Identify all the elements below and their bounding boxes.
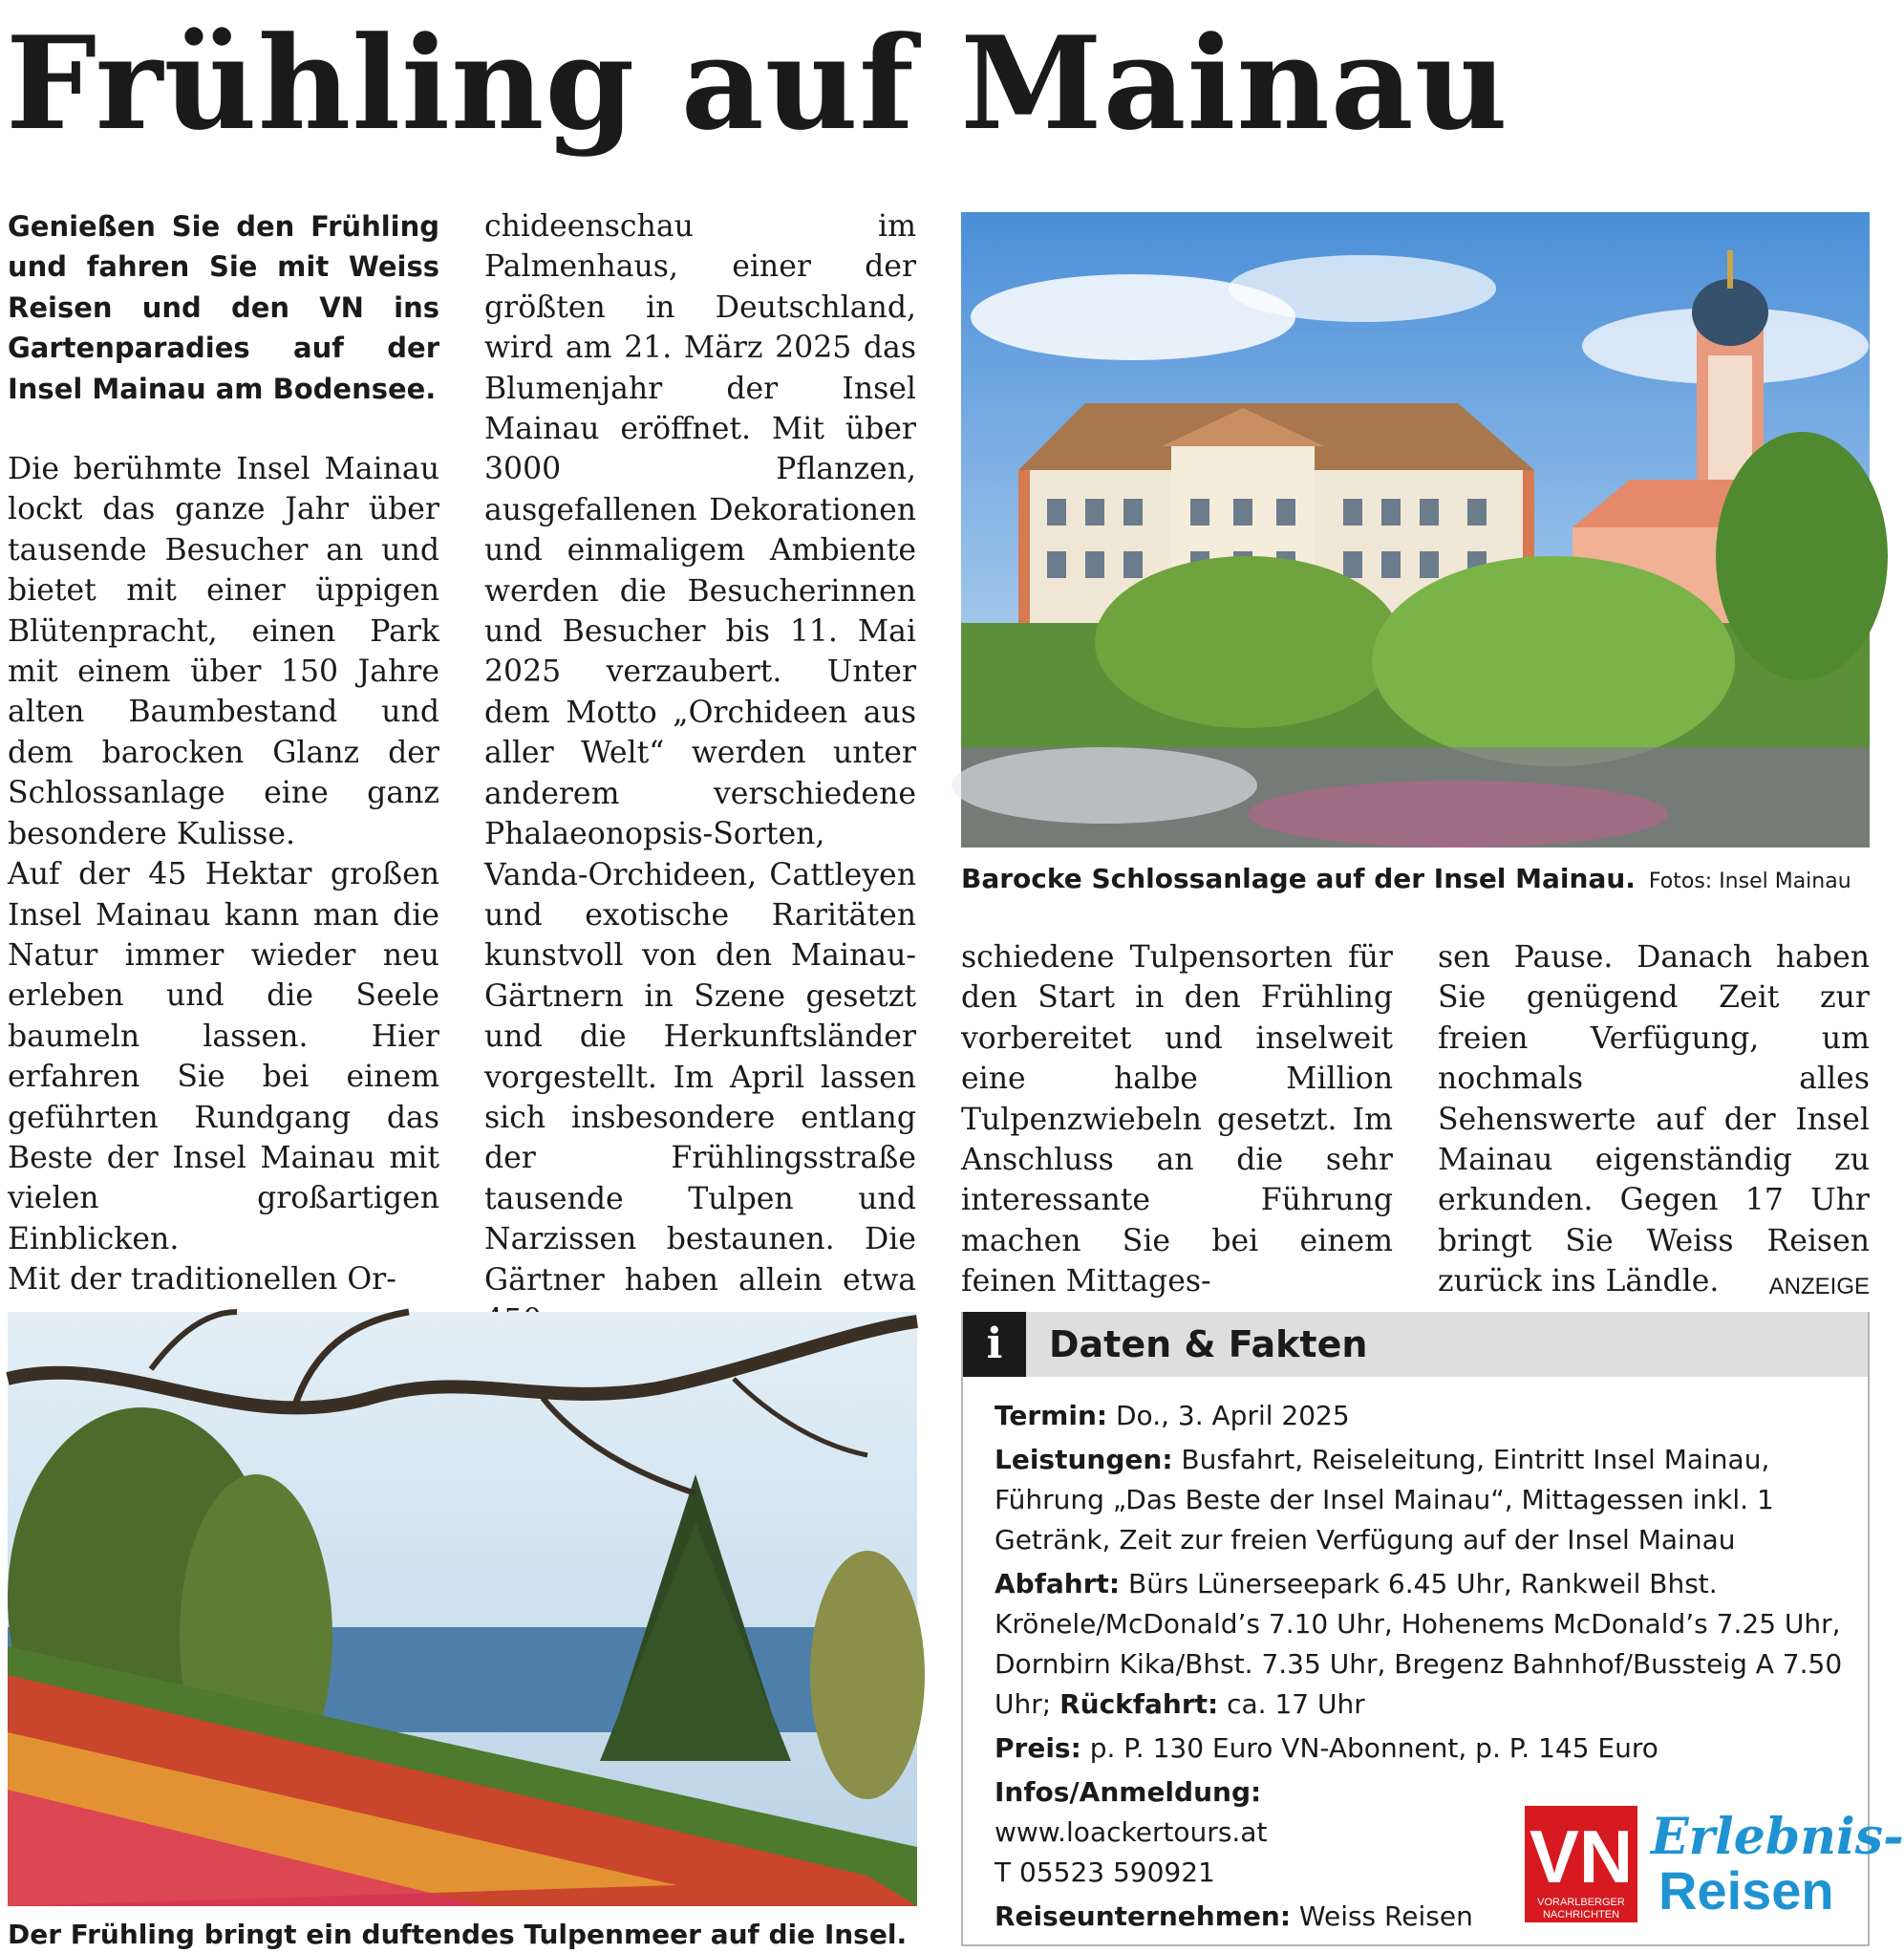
tulips-photo — [8, 1312, 917, 1906]
info-icon: i — [963, 1312, 1026, 1377]
logo-erlebnis-text: Erlebnis- — [1651, 1808, 1904, 1866]
article-paragraph: Die berühmte Insel Mainau lockt das ganze Jahr über tausende Besucher an und bietet mit einer üppigen Blütenpracht, einen Park mit einem über 150 Jahre alten Baumbestand und dem barocken Glanz der Schlossanlage eine ganz besondere Kulisse. — [8, 452, 439, 851]
leistungen-value: Busfahrt, Reiseleitung, Eintritt Insel Mainau, Führung „Das Beste der Insel Mainau“, Mittagessen inkl. 1 Getränk, Zeit zur freien Verfügung auf der Insel Mainau — [995, 1444, 1774, 1556]
phone-number: T 05523 590921 — [995, 1856, 1215, 1888]
castle-illustration — [961, 212, 1870, 848]
facts-row-termin — [995, 1396, 1854, 1436]
vn-subtitle-1: VORARLBERGER — [1537, 1897, 1625, 1908]
article-lead: Genießen Sie den Frühling und fahren Sie mit Weiss Reisen und den VN ins Gartenparadies auf der Insel Mainau am Bodensee. — [8, 210, 439, 405]
unternehmen-label: Reiseunternehmen: — [995, 1900, 1292, 1932]
preis-label: Preis: — [995, 1732, 1081, 1764]
termin-label: Termin: — [995, 1400, 1108, 1431]
tulips-caption: Der Frühling bringt ein duftendes Tulpenmeer auf die Insel. — [8, 1919, 908, 1950]
article-paragraph: Mit der traditionellen Or- — [8, 1262, 396, 1298]
logo-reisen-text: Reisen — [1658, 1860, 1834, 1921]
headline: Frühling auf Mainau — [6, 8, 1509, 159]
termin-value: Do., 3. April 2025 — [1116, 1400, 1350, 1431]
article-text: sen Pause. Danach haben Sie genügend Zeit zur freien Verfügung, um nochmals alles Sehenswerte auf der Insel Mainau eigenständig zu erkunden. Gegen 17 Uhr bringt Sie Weiss Reisen zurück ins Ländle. — [1438, 940, 1870, 1299]
abfahrt-value: Bürs Lünerseepark 6.45 Uhr, Rankweil Bhst. Krönele/McDonald’s 7.10 Uhr, Hohenems McDonald’s 7.25 Uhr, Dornbirn Kika/Bhst. 7.35 Uhr, Bregenz Bahnhof/Bussteig A 7.50 Uhr; — [995, 1568, 1843, 1720]
castle-caption — [961, 863, 1851, 898]
facts-title: Daten & Fakten — [1049, 1323, 1368, 1365]
vn-logo-mark — [1525, 1806, 1637, 1922]
leistungen-label: Leistungen: — [995, 1444, 1173, 1475]
article-paragraph: chideenschau im Palmenhaus, einer der größten in Deutschland, wird am 21. März 2025 das Blumenjahr der Insel Mainau eröffnet. Mit über 3000 Pflanzen, ausgefallenen Dekorationen und einmaligem Ambiente werden die Besucherinnen und Besucher bis 11. Mai 2025 verzaubert. Unter dem Motto „Orchideen aus aller Welt“ werden unter anderem verschiedene Phalaeonopsis-Sorten, Vanda-Orchideen, Cattleyen und exotische Raritäten kunstvoll von den Mainau-Gärtnern in Szene gesetzt und die Herkunftsländer vorgestellt. Im April lassen sich insbesondere entlang der Frühlingsstraße tausende Tulpen und Narzissen bestaunen. Die Gärtner haben allein etwa — [484, 209, 916, 1298]
castle-photo — [961, 212, 1870, 848]
preis-value: p. P. 130 Euro VN-Abonnent, p. P. 145 Euro — [1089, 1732, 1658, 1764]
erlebnis-reisen-logo — [1525, 1806, 1904, 1922]
rueckfahrt-value: ca. 17 Uhr — [1227, 1688, 1365, 1720]
rueckfahrt-label: Rückfahrt: — [1059, 1688, 1219, 1720]
article-column-2 — [484, 206, 916, 1341]
article-paragraph: schiedene Tulpensorten für den Start in den Frühling vorbereitet und inselweit eine halbe Million Tulpenzwiebeln gesetzt. Im Anschluss an die sehr interessante Führung machen Sie bei einem feinen Mittages- — [961, 940, 1393, 1299]
facts-row-abfahrt — [995, 1564, 1854, 1725]
vn-subtitle-2: NACHRICHTEN — [1542, 1909, 1620, 1921]
advertisement-label: ANZEIGE — [1768, 1274, 1870, 1300]
facts-header — [963, 1312, 1868, 1377]
article-column-3 — [961, 937, 1393, 1302]
castle-caption-text: Barocke Schlossanlage auf der Insel Mainau. — [961, 863, 1636, 894]
vn-letters: VN — [1529, 1814, 1634, 1899]
photo-credit: Fotos: Insel Mainau — [1648, 869, 1851, 893]
facts-row-preis — [995, 1728, 1854, 1769]
vn-logo — [1525, 1806, 1637, 1922]
article-paragraph — [1438, 937, 1870, 1302]
article-column-1 — [8, 206, 439, 1300]
article-column-4 — [1438, 937, 1870, 1308]
facts-row-leistungen — [995, 1440, 1854, 1560]
unternehmen-value: Weiss Reisen — [1298, 1900, 1473, 1932]
article-paragraph: Auf der 45 Hektar großen Insel Mainau kann man die Natur immer wieder neu erleben und die Seele baumeln lassen. Hier erfahren Sie bei einem geführten Rundgang das Beste der Insel Mainau mit vielen großartigen Einblicken. — [8, 857, 439, 1256]
tulips-illustration — [8, 1312, 917, 1906]
abfahrt-label: Abfahrt: — [995, 1568, 1121, 1599]
website-link[interactable]: www.loackertours.at — [995, 1816, 1268, 1848]
infos-label: Infos/Anmeldung: — [995, 1776, 1262, 1808]
